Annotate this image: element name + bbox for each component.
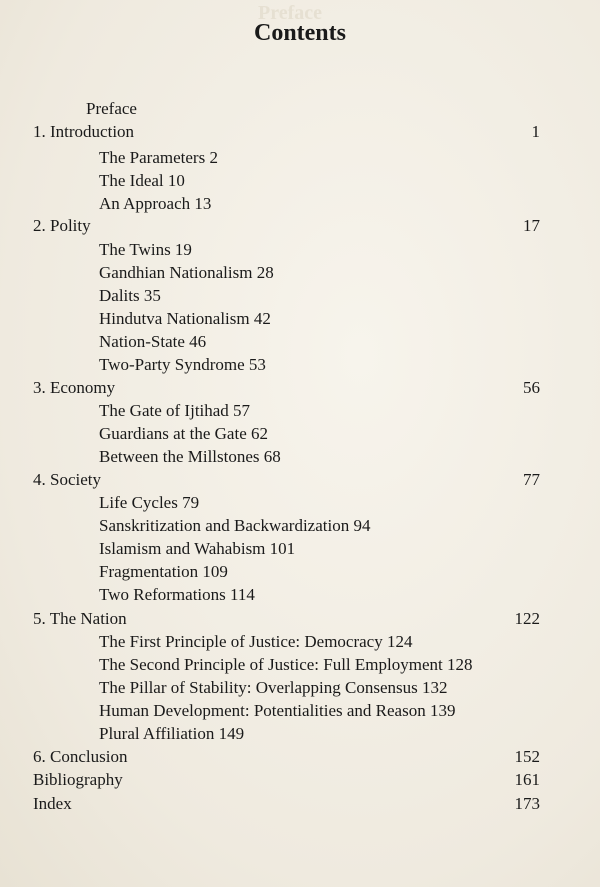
toc-section: Fragmentation 109: [99, 562, 228, 581]
toc-section: An Approach 13: [99, 194, 212, 213]
toc-section: The Parameters 2: [99, 148, 218, 167]
toc-section: The Twins 19: [99, 240, 192, 259]
toc-preface: Preface: [86, 99, 137, 118]
toc-section: Life Cycles 79: [99, 493, 200, 512]
toc-chapter-title: 2. Polity: [33, 216, 91, 235]
toc-section: Two Reformations 114: [99, 585, 255, 604]
toc-section: The Gate of Ijtihad 57: [99, 401, 251, 420]
toc-chapter-page: 77: [523, 470, 540, 489]
toc-section: Human Development: Potentialities and Reason 139: [99, 701, 456, 720]
toc-section: Sanskritization and Backwardization 94: [99, 516, 371, 535]
toc-chapter-title: 3. Economy: [33, 378, 116, 397]
toc-index: Index: [33, 794, 72, 813]
toc-chapter-page: 152: [514, 747, 540, 766]
page-title: Contents: [253, 20, 346, 46]
toc-section: The First Principle of Justice: Democracy 124: [99, 632, 413, 651]
toc-section: The Second Principle of Justice: Full Employment 128: [99, 655, 473, 674]
toc-chapter-title: 1. Introduction: [33, 122, 135, 141]
toc-index-page: 173: [514, 794, 540, 813]
toc-section: Gandhian Nationalism 28: [99, 263, 274, 282]
toc-section: Hindutva Nationalism 42: [99, 309, 271, 328]
toc-chapter-title: 5. The Nation: [33, 609, 127, 628]
toc-section: The Ideal 10: [99, 171, 185, 190]
toc-chapter-title: 6. Conclusion: [33, 747, 128, 766]
toc-chapter-page: 56: [523, 378, 540, 397]
toc-section: The Pillar of Stability: Overlapping Consensus 132: [99, 678, 448, 697]
toc-chapter-page: 122: [514, 609, 540, 628]
toc-chapter-page: 1: [531, 122, 540, 141]
toc-section: Dalits 35: [99, 286, 161, 305]
toc-chapter-title: 4. Society: [33, 470, 101, 489]
toc-section: Guardians at the Gate 62: [99, 424, 268, 443]
toc-section: Islamism and Wahabism 101: [99, 539, 296, 558]
toc-section: Plural Affiliation 149: [99, 724, 245, 743]
toc-bibliography: Bibliography: [33, 770, 123, 789]
bleed-through-heading: Preface: [258, 2, 323, 24]
toc-section: Between the Millstones 68: [99, 447, 281, 466]
toc-section: Nation-State 46: [99, 332, 207, 351]
toc-bibliography-page: 161: [514, 770, 540, 789]
toc-section: Two-Party Syndrome 53: [99, 355, 266, 374]
toc-chapter-page: 17: [523, 216, 540, 235]
